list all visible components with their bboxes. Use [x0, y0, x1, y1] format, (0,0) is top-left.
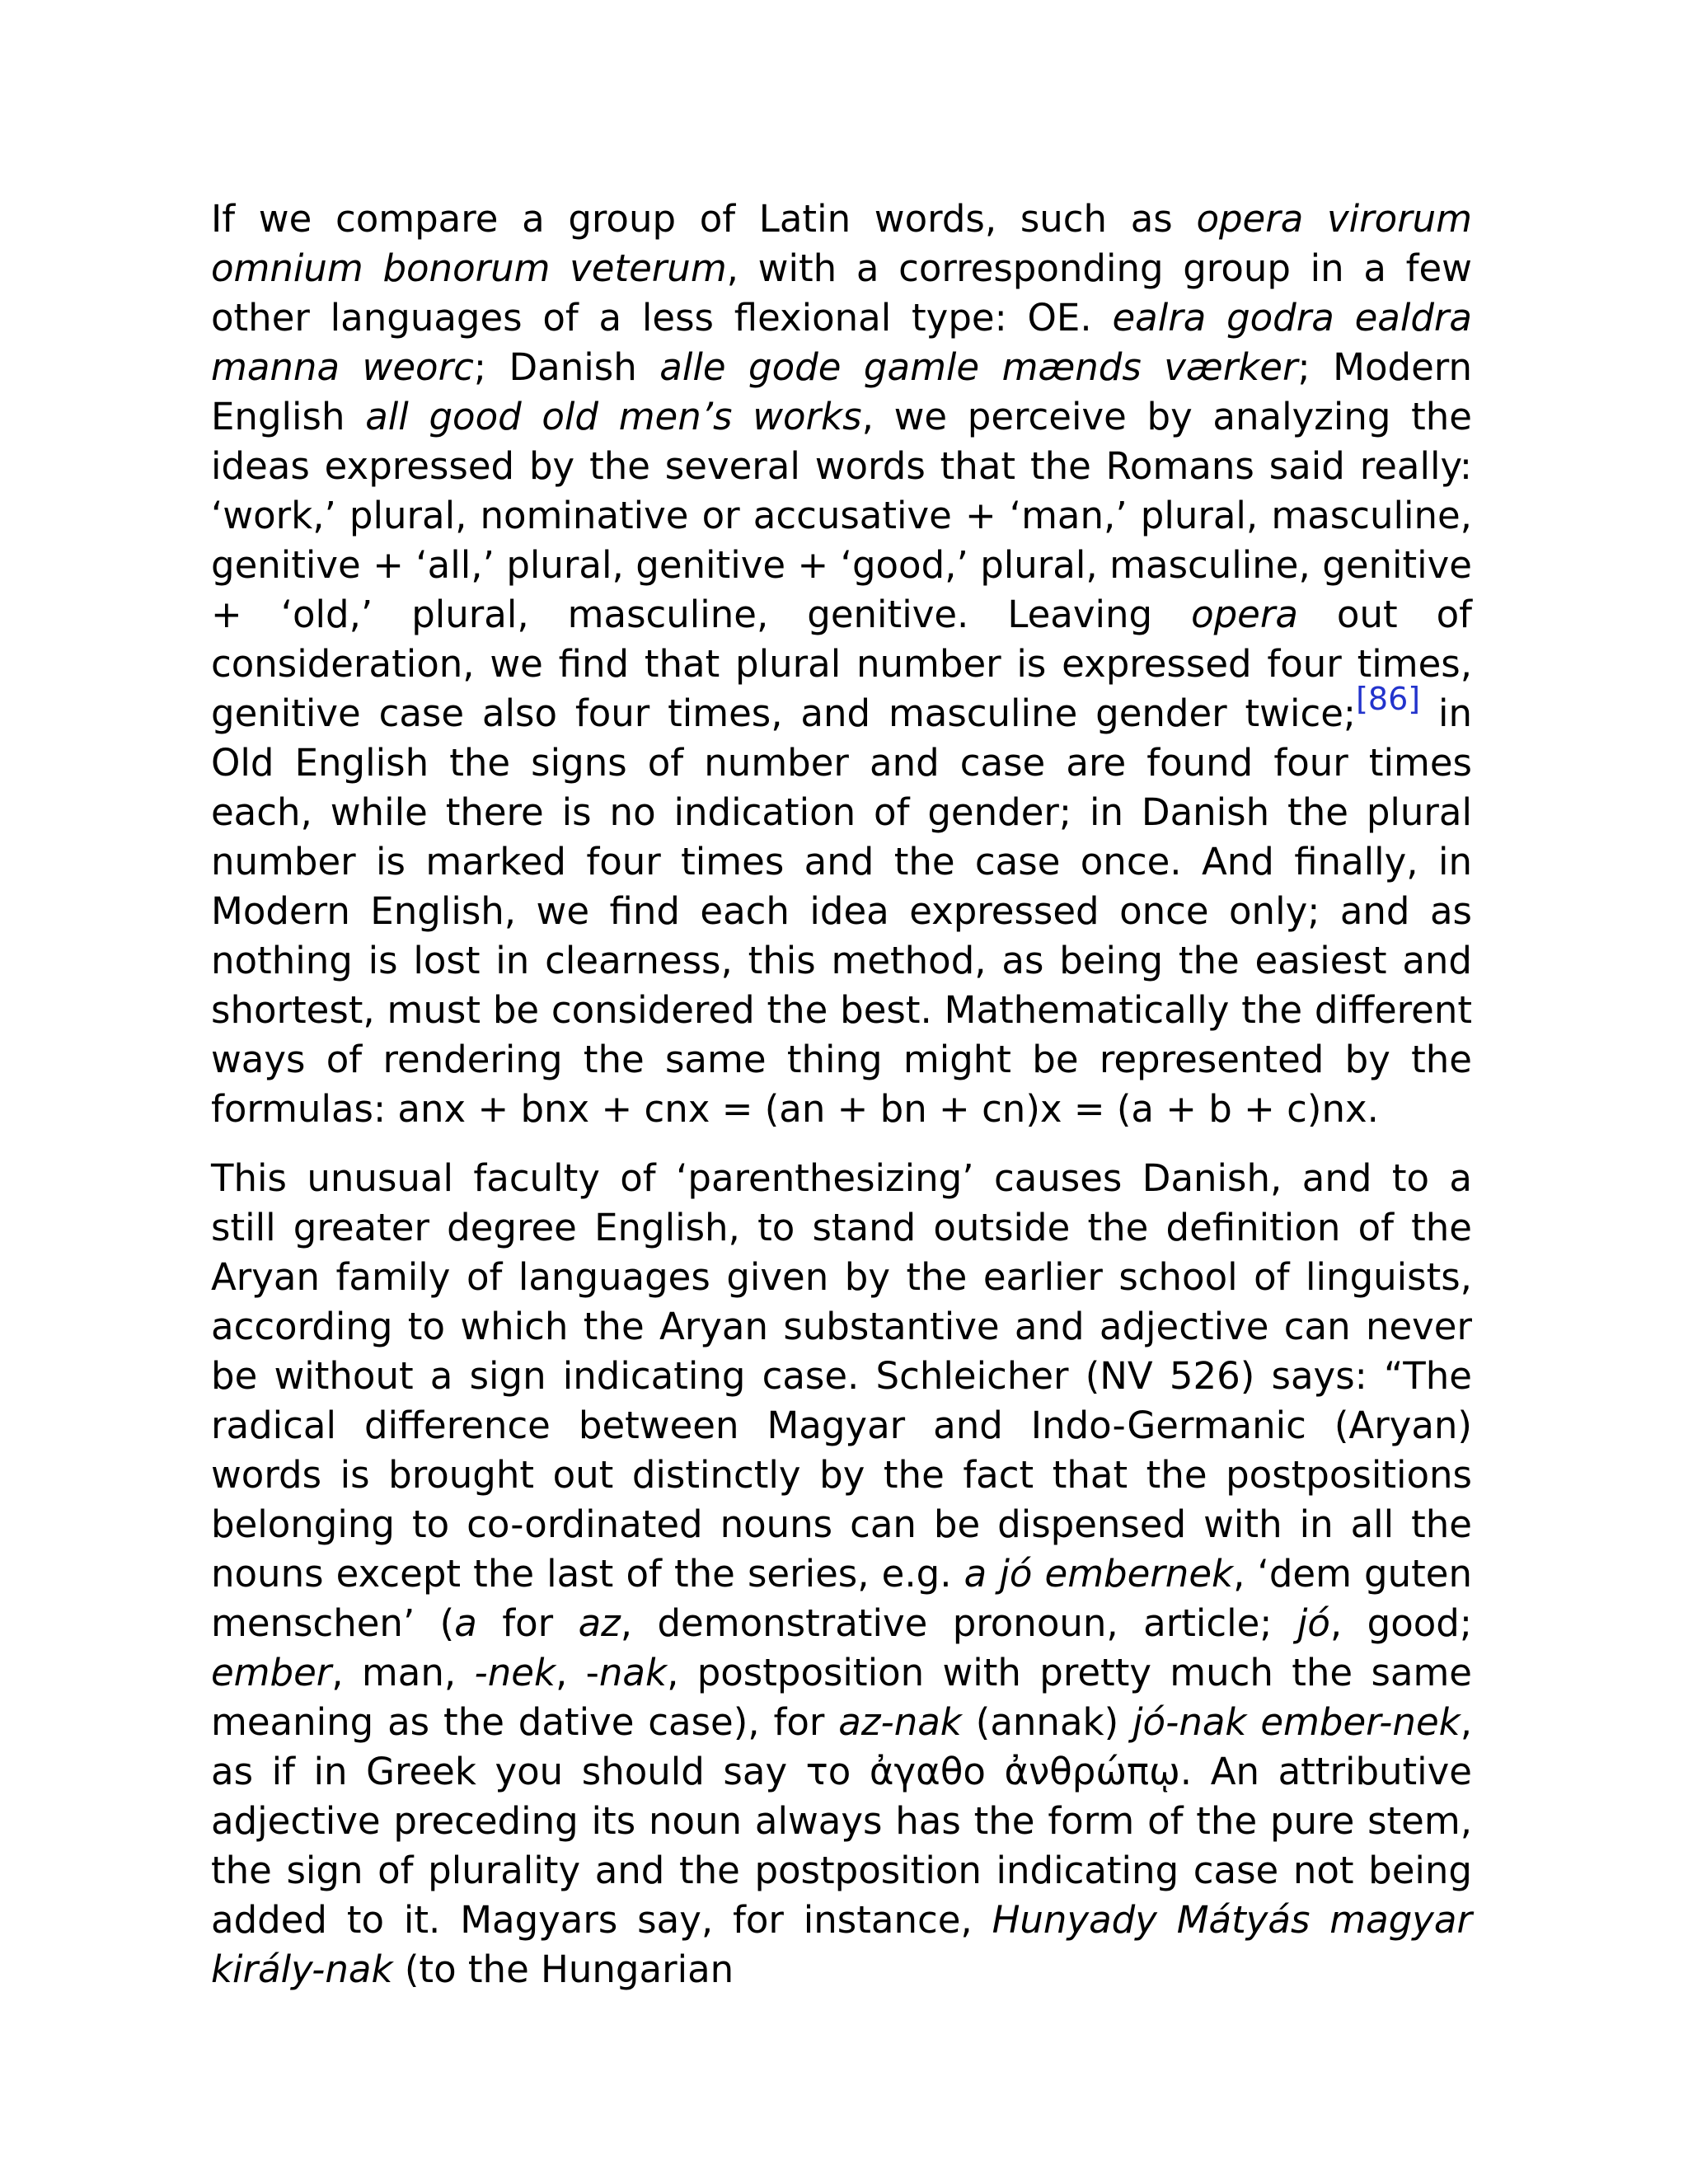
text-run: , -: [556, 1651, 599, 1694]
italic-word: Hunyady Mátyás magyar király-nak: [211, 1898, 1472, 1991]
text-run: ; Danish: [473, 345, 660, 389]
italic-word: jó-nak ember-nek: [1132, 1700, 1461, 1744]
text-run: , as if in Greek you should say το ἀγαθο ἀνθρώπῳ. An attributive adjective preceding its noun always has the form of the pure stem, the sign of plurality and the postposition indicating case not being added to it. Magyars say, for instance,: [211, 1700, 1473, 1942]
text-run: out of consideration, we find that plural number is expressed four times, genitive case also four times, and masculine gender twice;: [211, 593, 1472, 735]
italic-word: az-nak: [838, 1700, 962, 1744]
italic-word: az: [578, 1601, 621, 1645]
italic-word: a jó embernek: [964, 1552, 1234, 1596]
paragraph-parenthesizing: [211, 1154, 1472, 1994]
italic-word: -nek: [474, 1651, 556, 1694]
text-run: , with a corresponding group in a few other languages of a less flexional type: OE.: [211, 246, 1472, 340]
text-run: , demonstrative pronoun, article;: [620, 1601, 1297, 1645]
footnote-link-86[interactable]: [86]: [1356, 681, 1421, 717]
text-run: , man,: [331, 1651, 475, 1694]
italic-word: nak: [598, 1651, 668, 1694]
text-run: in Old English the signs of number and case are found four times each, while there is no indication of gender; in Danish the plural number is marked four times and the case once. And finally, in Modern English, we find each idea expressed once only; and as nothing is lost in clearness, this method, as being the easiest and shortest, must be considered the best. Mathematically the different ways of rendering the same thing might be represented by the formulas: anx + bnx + cnx = (an + bn + cn)x = (a + b + c)nx.: [211, 691, 1472, 1131]
latin-phrase: opera virorum omnium bonorum veterum: [211, 197, 1473, 290]
footnote-ref: [1356, 681, 1420, 717]
text-run: for: [476, 1601, 579, 1645]
text-run: , good;: [1329, 1601, 1473, 1645]
text-run: , we perceive by analyzing the ideas expressed by the several words that the Romans said really: ‘work,’ plural, nominative or accusative + ‘man,’ plural, masculine, genitive + ‘all,’ plural, genitive + ‘good,’ plural, masculine, genitive + ‘old,’ plural, masculine, genitive. Leaving: [211, 395, 1472, 636]
old-english-phrase: ealra godra ealdra manna weorc: [211, 296, 1472, 389]
italic-word: a: [454, 1601, 477, 1645]
danish-phrase: alle gode gamle mænds værker: [659, 345, 1298, 389]
italic-word: jó: [1296, 1601, 1330, 1645]
text-run: (annak): [961, 1700, 1133, 1744]
text-run: ; Modern English: [211, 345, 1472, 438]
italic-word: ember: [211, 1651, 332, 1694]
text-run: , postposition with pretty much the same meaning as the dative case), for: [211, 1651, 1472, 1744]
modern-english-phrase: all good old men’s works: [365, 395, 862, 438]
text-run: , ‘dem guten menschen’ (: [211, 1552, 1472, 1645]
italic-word: opera: [1191, 593, 1298, 636]
text-run: If we compare a group of Latin words, such as: [211, 197, 1197, 241]
paragraph-comparison: [211, 194, 1472, 1134]
document-page: [211, 194, 1472, 2014]
text-run: (to the Hungarian: [392, 1947, 734, 1991]
text-run: This unusual faculty of ‘parenthesizing’ causes Danish, and to a still greater degree English, to stand outside the definition of the Aryan family of languages given by the earlier school of linguists, according to which the Aryan substantive and adjective can never be without a sign indicating case. Schleicher (NV 526) says: “The radical difference between Magyar and Indo-Germanic (Aryan) words is brought out distinctly by the fact that the postpositions belonging to co-ordinated nouns can be dispensed with in all the nouns except the last of the series, e.g.: [211, 1156, 1472, 1596]
